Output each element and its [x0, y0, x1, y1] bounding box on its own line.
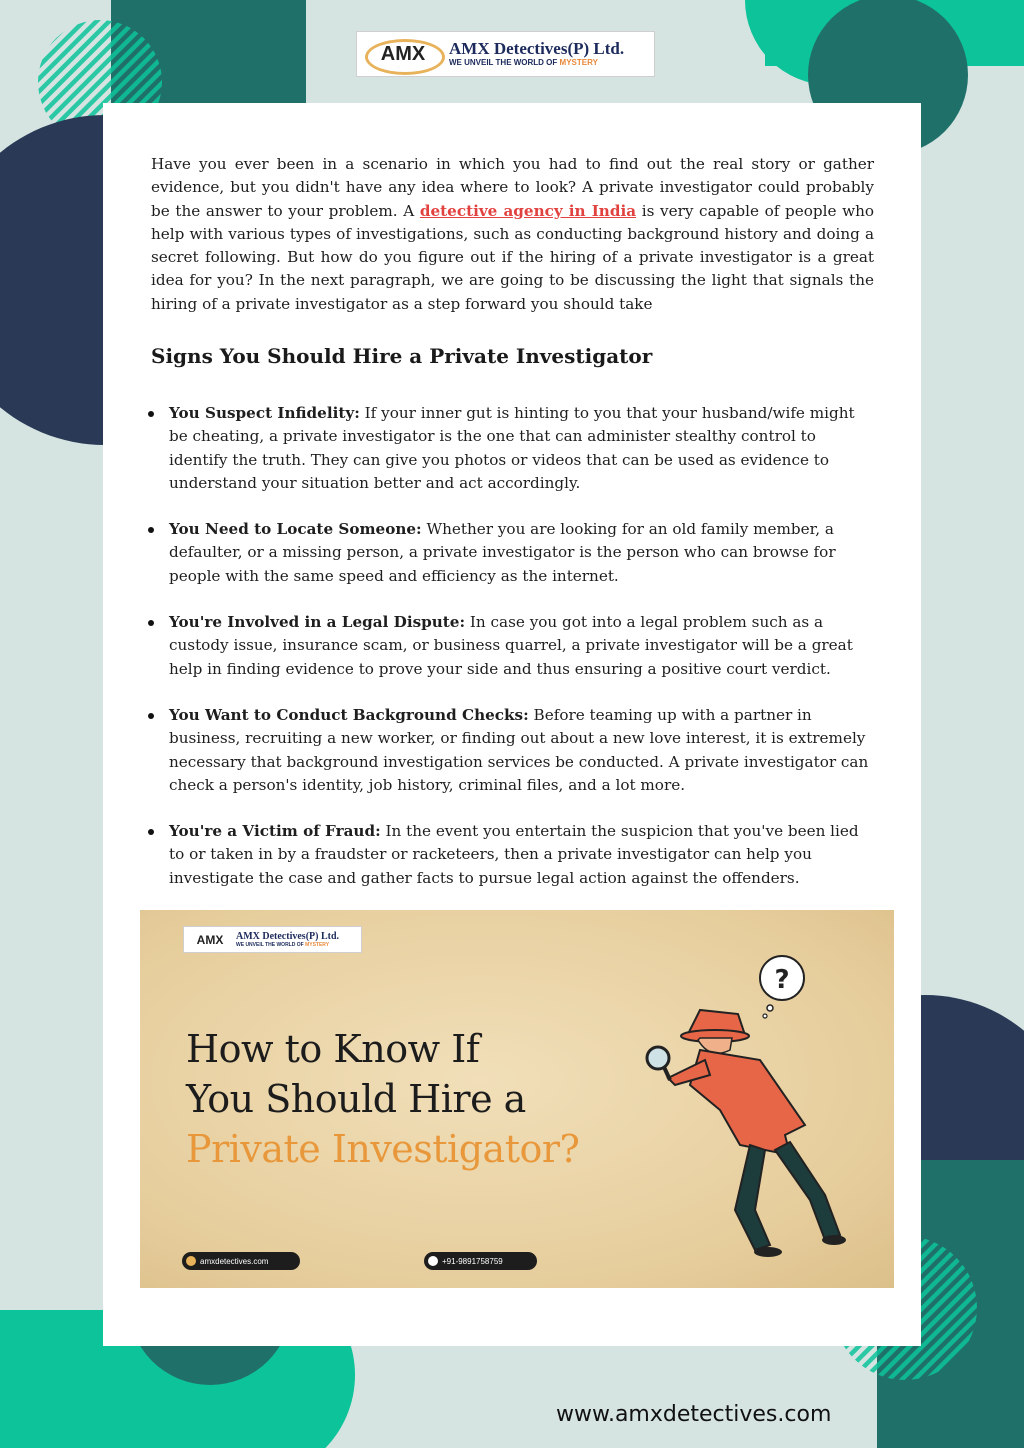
detective-agency-link[interactable]: detective agency in India	[419, 201, 637, 220]
footer-url[interactable]: www.amxdetectives.com	[556, 1402, 832, 1427]
detective-illustration	[560, 910, 880, 1288]
magnifier-icon	[647, 1047, 669, 1069]
brand-logo	[356, 31, 655, 77]
phone-pill: +91-9891758759	[424, 1252, 537, 1270]
signs-list	[151, 402, 877, 913]
list-item: You Need to Locate Someone: Whether you are looking for an old family member, a defaulter, or a missing person, a private investigator is the person who can browse for people with the same speed and efficiency as the internet.	[151, 518, 877, 588]
question-mark: ?	[774, 965, 790, 995]
list-item: You Want to Conduct Background Checks: Before teaming up with a partner in business, recruiting a new worker, or finding out about a new love interest, it is extremely necessary that background investigation services be conducted. A private investigator can check a person's identity, job history, criminal files, and a lot more.	[151, 704, 877, 797]
banner-image	[140, 910, 894, 1288]
website-pill: amxdetectives.com	[182, 1252, 300, 1270]
list-item: You Suspect Infidelity: If your inner gut is hinting to you that your husband/wife might be cheating, a private investigator is the one that can administer stealthy control to identify the truth. They can give you photos or videos that can be used as evidence to understand your situation better and act accordingly.	[151, 402, 877, 495]
list-item: You're Involved in a Legal Dispute: In case you got into a legal problem such as a custody issue, insurance scam, or business quarrel, a private investigator will be a great help in finding evidence to prove your side and thus ensuring a positive court verdict.	[151, 611, 877, 681]
logo-mark: AMX	[357, 32, 449, 76]
logo-name: AMX Detectives(P) Ltd.	[449, 39, 625, 59]
intro-paragraph: Have you ever been in a scenario in which you had to find out the real story or gather evidence, but you didn't have any idea where to look? A private investigator could probably be the answer to your problem. A detective agency in India is very capable of people who help with various types of investigations, such as conducting background history and doing a secret following. But how do you figure out if the hiring of a private investigator is a great idea for you? In the next paragraph, we are going to be discussing the light that signals the hiring of a private investigator as a step forward you should take	[151, 155, 874, 313]
section-heading: Signs You Should Hire a Private Investigator	[151, 344, 653, 368]
list-item: You're a Victim of Fraud: In the event you entertain the suspicion that you've been lied to or taken in by a fraudster or racketeers, then a private investigator can help you investigate the case and gather facts to pursue legal action against the offenders.	[151, 820, 877, 890]
globe-icon	[186, 1256, 196, 1266]
banner-title: How to Know If You Should Hire a Private Investigator?	[186, 1027, 580, 1171]
logo-tagline: WE UNVEIL THE WORLD OF MYSTERY	[449, 57, 598, 67]
banner-logo: AMX AMX Detectives(P) Ltd. WE UNVEIL THE WORLD OF MYSTERY	[183, 926, 362, 953]
phone-icon	[428, 1256, 438, 1266]
